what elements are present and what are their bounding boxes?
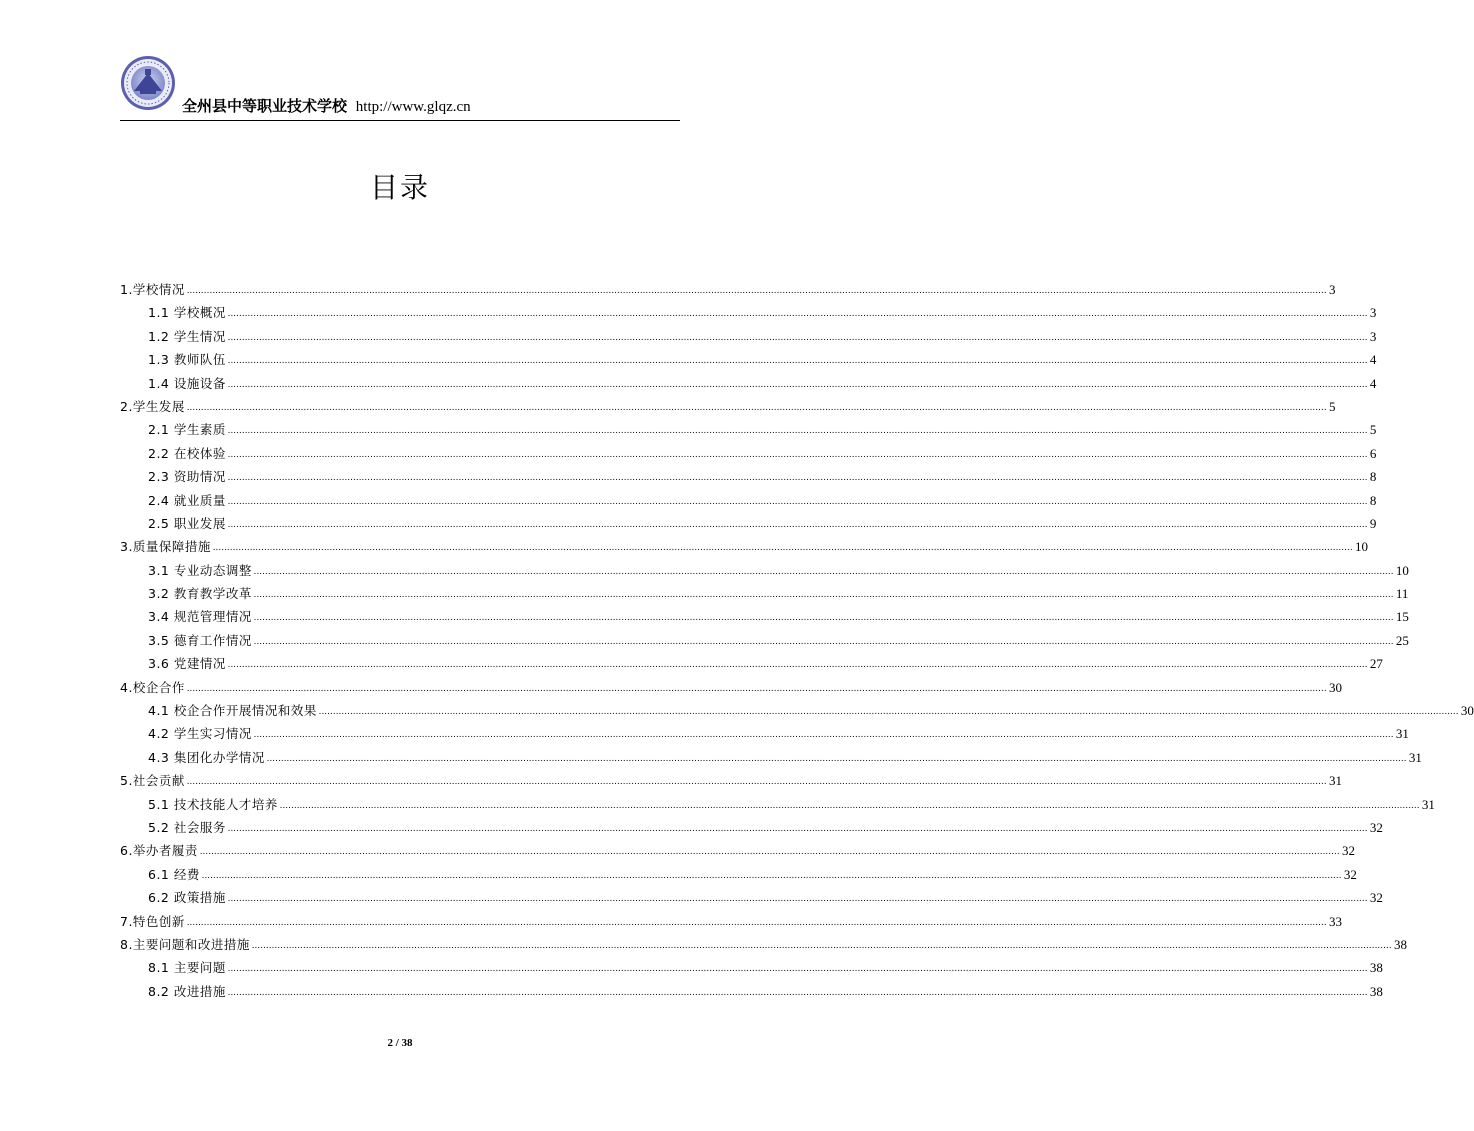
toc-entry-label: 2.2 在校体验 bbox=[148, 445, 226, 461]
toc-entry-page: 4 bbox=[1369, 375, 1377, 391]
toc-entry-label: 5.1 技术技能人才培养 bbox=[148, 796, 278, 812]
dot-leader: ................................................................................................................................................................................................................................................................................................................................................................................................................ bbox=[227, 822, 1368, 833]
toc-entry-page: 32 bbox=[1369, 890, 1383, 906]
dot-leader: ................................................................................................................................................................................................................................................................................................................................................................................................................ bbox=[212, 542, 1353, 553]
dot-leader: ................................................................................................................................................................................................................................................................................................................................................................................................................ bbox=[251, 939, 1392, 950]
toc-subsection-entry[interactable] bbox=[120, 374, 1377, 397]
toc-subsection-entry[interactable] bbox=[120, 888, 1383, 911]
dot-leader: ................................................................................................................................................................................................................................................................................................................................................................................................................ bbox=[186, 682, 1327, 693]
dot-leader: ................................................................................................................................................................................................................................................................................................................................................................................................................ bbox=[199, 846, 1340, 857]
dot-leader: ................................................................................................................................................................................................................................................................................................................................................................................................................ bbox=[227, 893, 1368, 904]
toc-entry-page: 38 bbox=[1369, 960, 1383, 976]
toc-entry-page: 5 bbox=[1328, 398, 1336, 414]
toc-subsection-entry[interactable] bbox=[120, 748, 1422, 771]
toc-entry-page: 8 bbox=[1369, 469, 1377, 485]
toc-entry-label: 4.1 校企合作开展情况和效果 bbox=[148, 703, 317, 719]
toc-subsection-entry[interactable] bbox=[120, 654, 1383, 677]
toc-subsection-entry[interactable] bbox=[120, 724, 1409, 747]
toc-subsection-entry[interactable] bbox=[120, 561, 1409, 584]
toc-subsection-entry[interactable] bbox=[120, 444, 1377, 467]
dot-leader: ................................................................................................................................................................................................................................................................................................................................................................................................................ bbox=[318, 706, 1459, 717]
dot-leader: ................................................................................................................................................................................................................................................................................................................................................................................................................ bbox=[186, 401, 1327, 412]
toc-entry-page: 33 bbox=[1328, 913, 1342, 929]
toc-subsection-entry[interactable] bbox=[120, 701, 1474, 724]
toc-entry-page: 10 bbox=[1395, 562, 1409, 578]
dot-leader: ................................................................................................................................................................................................................................................................................................................................................................................................................ bbox=[266, 752, 1407, 763]
toc-entry-label: 4.3 集团化办学情况 bbox=[148, 749, 265, 765]
toc-entry-label: 1.3 教师队伍 bbox=[148, 352, 226, 368]
toc-entry-page: 32 bbox=[1341, 843, 1355, 859]
toc-section-entry[interactable] bbox=[120, 537, 1368, 560]
toc-entry-page: 3 bbox=[1369, 305, 1377, 321]
toc-entry-label: 8.1 主要问题 bbox=[148, 960, 226, 976]
toc-entry-page: 30 bbox=[1460, 703, 1474, 719]
page-number: 2 / 38 bbox=[387, 1037, 413, 1049]
school-name: 全州县中等职业技术学校 bbox=[182, 97, 348, 115]
toc-entry-label: 2.4 就业质量 bbox=[148, 492, 226, 508]
dot-leader: ................................................................................................................................................................................................................................................................................................................................................................................................................ bbox=[253, 612, 1394, 623]
toc-subsection-entry[interactable] bbox=[120, 982, 1383, 1005]
toc-subsection-entry[interactable] bbox=[120, 491, 1377, 514]
dot-leader: ................................................................................................................................................................................................................................................................................................................................................................................................................ bbox=[227, 495, 1368, 506]
toc-entry-page: 27 bbox=[1369, 656, 1383, 672]
toc-entry-page: 38 bbox=[1393, 936, 1407, 952]
header-divider bbox=[120, 120, 680, 121]
dot-leader: ................................................................................................................................................................................................................................................................................................................................................................................................................ bbox=[227, 659, 1368, 670]
toc-entry-label: 8.主要问题和改进措施 bbox=[120, 936, 250, 952]
toc-entry-page: 11 bbox=[1395, 586, 1409, 602]
toc-entry-page: 31 bbox=[1421, 796, 1435, 812]
toc-subsection-entry[interactable] bbox=[120, 631, 1409, 654]
dot-leader: ................................................................................................................................................................................................................................................................................................................................................................................................................ bbox=[227, 425, 1368, 436]
toc-entry-label: 3.2 教育教学改革 bbox=[148, 586, 252, 602]
dot-leader: ................................................................................................................................................................................................................................................................................................................................................................................................................ bbox=[227, 448, 1368, 459]
toc-entry-page: 6 bbox=[1369, 445, 1377, 461]
toc-entry-label: 3.6 党建情况 bbox=[148, 656, 226, 672]
toc-entry-page: 3 bbox=[1369, 328, 1377, 344]
toc-entry-page: 32 bbox=[1369, 819, 1383, 835]
toc-subsection-entry[interactable] bbox=[120, 420, 1377, 443]
toc-entry-label: 2.1 学生素质 bbox=[148, 422, 226, 438]
toc-entry-page: 8 bbox=[1369, 492, 1377, 508]
toc-section-entry[interactable] bbox=[120, 935, 1407, 958]
toc-entry-label: 4.2 学生实习情况 bbox=[148, 726, 252, 742]
dot-leader: ................................................................................................................................................................................................................................................................................................................................................................................................................ bbox=[227, 472, 1368, 483]
toc-entry-label: 3.4 规范管理情况 bbox=[148, 609, 252, 625]
toc-section-entry[interactable] bbox=[120, 397, 1336, 420]
toc-entry-page: 25 bbox=[1395, 632, 1409, 648]
toc-entry-page: 15 bbox=[1395, 609, 1409, 625]
dot-leader: ................................................................................................................................................................................................................................................................................................................................................................................................................ bbox=[253, 729, 1394, 740]
page-title: 目录 bbox=[369, 171, 430, 204]
dot-leader: ................................................................................................................................................................................................................................................................................................................................................................................................................ bbox=[253, 589, 1394, 600]
toc-entry-label: 7.特色创新 bbox=[120, 913, 185, 929]
school-seal-icon bbox=[120, 55, 176, 111]
toc-entry-label: 1.1 学校概况 bbox=[148, 305, 226, 321]
toc-entry-page: 31 bbox=[1328, 773, 1342, 789]
table-of-contents bbox=[120, 280, 1474, 1005]
dot-leader: ................................................................................................................................................................................................................................................................................................................................................................................................................ bbox=[253, 565, 1394, 576]
toc-entry-label: 6.1 经费 bbox=[148, 866, 200, 882]
dot-leader: ................................................................................................................................................................................................................................................................................................................................................................................................................ bbox=[227, 986, 1368, 997]
toc-entry-label: 5.社会贡献 bbox=[120, 773, 185, 789]
dot-leader: ................................................................................................................................................................................................................................................................................................................................................................................................................ bbox=[186, 916, 1327, 927]
toc-subsection-entry[interactable] bbox=[120, 958, 1383, 981]
dot-leader: ................................................................................................................................................................................................................................................................................................................................................................................................................ bbox=[227, 308, 1368, 319]
toc-subsection-entry[interactable] bbox=[120, 818, 1383, 841]
toc-entry-page: 38 bbox=[1369, 983, 1383, 999]
toc-entry-label: 3.5 德育工作情况 bbox=[148, 632, 252, 648]
toc-entry-label: 8.2 改进措施 bbox=[148, 983, 226, 999]
toc-subsection-entry[interactable] bbox=[120, 350, 1377, 373]
dot-leader: ................................................................................................................................................................................................................................................................................................................................................................................................................ bbox=[227, 355, 1368, 366]
toc-entry-label: 3.质量保障措施 bbox=[120, 539, 211, 555]
dot-leader: ................................................................................................................................................................................................................................................................................................................................................................................................................ bbox=[227, 963, 1368, 974]
toc-section-entry[interactable] bbox=[120, 912, 1342, 935]
dot-leader: ................................................................................................................................................................................................................................................................................................................................................................................................................ bbox=[186, 776, 1327, 787]
dot-leader: ................................................................................................................................................................................................................................................................................................................................................................................................................ bbox=[227, 518, 1368, 529]
dot-leader: ................................................................................................................................................................................................................................................................................................................................................................................................................ bbox=[227, 331, 1368, 342]
toc-entry-page: 5 bbox=[1369, 422, 1377, 438]
toc-entry-page: 10 bbox=[1354, 539, 1368, 555]
toc-subsection-entry[interactable] bbox=[120, 607, 1409, 630]
toc-entry-page: 9 bbox=[1369, 515, 1377, 531]
toc-entry-label: 2.学生发展 bbox=[120, 398, 185, 414]
toc-subsection-entry[interactable] bbox=[120, 327, 1377, 350]
toc-subsection-entry[interactable] bbox=[120, 514, 1377, 537]
toc-entry-page: 31 bbox=[1395, 726, 1409, 742]
header-text bbox=[182, 95, 471, 116]
dot-leader: ................................................................................................................................................................................................................................................................................................................................................................................................................ bbox=[201, 869, 1342, 880]
toc-section-entry[interactable] bbox=[120, 771, 1342, 794]
toc-entry-label: 4.校企合作 bbox=[120, 679, 185, 695]
page-header bbox=[120, 55, 680, 123]
toc-section-entry[interactable] bbox=[120, 280, 1336, 303]
toc-entry-label: 6.2 政策措施 bbox=[148, 890, 226, 906]
toc-section-entry[interactable] bbox=[120, 678, 1342, 701]
school-url[interactable]: http://www.glqz.cn bbox=[355, 99, 471, 115]
dot-leader: ................................................................................................................................................................................................................................................................................................................................................................................................................ bbox=[279, 799, 1420, 810]
toc-entry-page: 3 bbox=[1328, 282, 1336, 297]
toc-entry-label: 2.5 职业发展 bbox=[148, 515, 226, 531]
toc-subsection-entry[interactable] bbox=[120, 795, 1435, 818]
toc-subsection-entry[interactable] bbox=[120, 467, 1377, 490]
toc-entry-page: 31 bbox=[1408, 749, 1422, 765]
toc-entry-page: 30 bbox=[1328, 679, 1342, 695]
toc-subsection-entry[interactable] bbox=[120, 303, 1377, 326]
toc-entry-label: 1.学校情况 bbox=[120, 282, 185, 297]
toc-entry-label: 1.4 设施设备 bbox=[148, 375, 226, 391]
toc-subsection-entry[interactable] bbox=[120, 865, 1357, 888]
toc-entry-page: 4 bbox=[1369, 352, 1377, 368]
toc-entry-label: 2.3 资助情况 bbox=[148, 469, 226, 485]
toc-entry-label: 1.2 学生情况 bbox=[148, 328, 226, 344]
toc-entry-page: 32 bbox=[1343, 866, 1357, 882]
dot-leader: ................................................................................................................................................................................................................................................................................................................................................................................................................ bbox=[253, 635, 1394, 646]
dot-leader: ................................................................................................................................................................................................................................................................................................................................................................................................................ bbox=[227, 378, 1368, 389]
toc-subsection-entry[interactable] bbox=[120, 584, 1409, 607]
toc-entry-label: 5.2 社会服务 bbox=[148, 819, 226, 835]
dot-leader: ................................................................................................................................................................................................................................................................................................................................................................................................................ bbox=[186, 285, 1327, 295]
toc-section-entry[interactable] bbox=[120, 841, 1355, 864]
toc-entry-label: 6.举办者履责 bbox=[120, 843, 198, 859]
toc-entry-label: 3.1 专业动态调整 bbox=[148, 562, 252, 578]
